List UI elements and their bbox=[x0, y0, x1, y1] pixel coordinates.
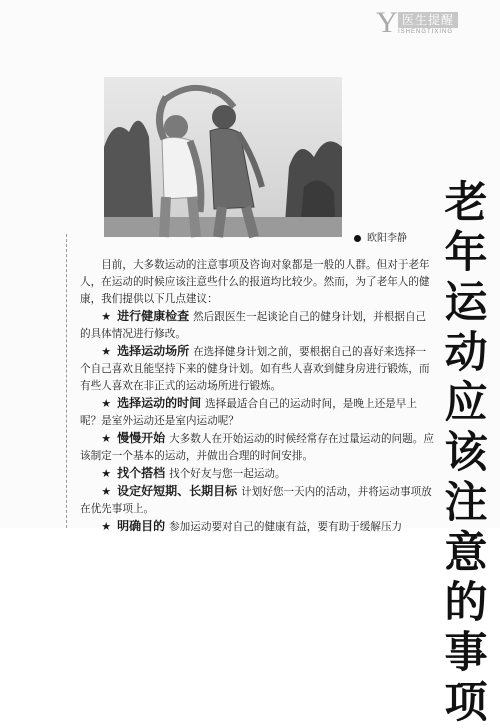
photo-illustration bbox=[104, 77, 342, 237]
advice-heading: 进行健康检查 bbox=[117, 309, 190, 323]
title-char: 事 bbox=[444, 628, 488, 678]
brand-subtitle: ISHENGTIXING bbox=[398, 29, 454, 35]
vertical-title bbox=[436, 178, 496, 728]
advice-text: 参加运动要对自己的健康有益，要有助于缓解压力 bbox=[169, 521, 403, 533]
star-icon: ★ bbox=[101, 467, 112, 480]
advice-text: 选择最适合自己的运动时间，是晚上还是早上呢？是室外运动还是室内运动呢？ bbox=[80, 398, 417, 427]
title-char: 意 bbox=[444, 528, 488, 578]
advice-text: 找个好友与您一起运动。 bbox=[169, 468, 286, 480]
brand-letter: Y bbox=[376, 6, 398, 39]
title-char: 注 bbox=[444, 478, 488, 528]
advice-heading: 找个搭档 bbox=[117, 466, 166, 480]
section-brand bbox=[376, 6, 486, 40]
advice-item bbox=[80, 395, 435, 430]
advice-heading: 选择运动的时间 bbox=[117, 396, 202, 410]
intro-paragraph: 目前，大多数运动的注意事项及咨询对象都是一般的人群。但对于老年人，在运动的时候应该注意些什么的报道均比较少。然而，为了老年人的健康，我们提供以下几点建议： bbox=[80, 259, 430, 305]
advice-text: 计划好您一天内的活动，并将运动事项放在优先事项上。 bbox=[80, 486, 432, 515]
advice-heading: 选择运动场所 bbox=[117, 344, 190, 358]
advice-text: 在选择健身计划之前，要根据自己的喜好来选择一个自己喜欢且能坚持下来的健身计划。如有些人喜欢到健身房进行锻炼，而有些人喜欢在非正式的运动场所进行锻炼。 bbox=[80, 346, 430, 392]
advice-item bbox=[80, 308, 435, 343]
star-icon: ★ bbox=[101, 432, 112, 445]
advice-heading: 设定好短期、长期目标 bbox=[117, 484, 238, 498]
advice-item bbox=[80, 518, 435, 536]
star-icon: ★ bbox=[101, 397, 112, 410]
advice-item bbox=[80, 343, 435, 395]
advice-heading: 慢慢开始 bbox=[117, 431, 166, 445]
advice-text: 大多数人在开始运动的时候经常存在过量运动的问题。应该制定一个基本的运动，并做出合理的时间安排。 bbox=[80, 433, 434, 462]
brand-tag: 医生提醒 bbox=[398, 12, 458, 28]
article-body bbox=[80, 257, 435, 536]
title-char: 运 bbox=[444, 278, 488, 328]
title-char: 项 bbox=[444, 678, 488, 728]
advice-heading: 明确目的 bbox=[117, 519, 166, 533]
author-name: 欧阳李静 bbox=[367, 233, 407, 244]
title-char: 年 bbox=[444, 228, 488, 278]
bullet-dot-icon bbox=[354, 235, 361, 242]
star-icon: ★ bbox=[101, 345, 112, 358]
advice-text: 然后跟医生一起谈论自己的健身计划，并根据自己的具体情况进行修改。 bbox=[80, 311, 427, 340]
title-char: 应 bbox=[444, 378, 488, 428]
star-icon: ★ bbox=[101, 485, 112, 498]
title-char: 老 bbox=[444, 178, 488, 228]
author-credit bbox=[354, 229, 407, 244]
advice-item bbox=[80, 465, 435, 483]
title-char: 动 bbox=[444, 328, 488, 378]
star-icon: ★ bbox=[101, 310, 112, 323]
title-char: 的 bbox=[444, 578, 488, 628]
star-icon: ★ bbox=[101, 520, 112, 533]
advice-item bbox=[80, 483, 435, 518]
advice-item bbox=[80, 430, 435, 465]
title-char: 该 bbox=[444, 428, 488, 478]
dashed-divider bbox=[66, 234, 67, 528]
exercise-photo bbox=[104, 77, 342, 237]
